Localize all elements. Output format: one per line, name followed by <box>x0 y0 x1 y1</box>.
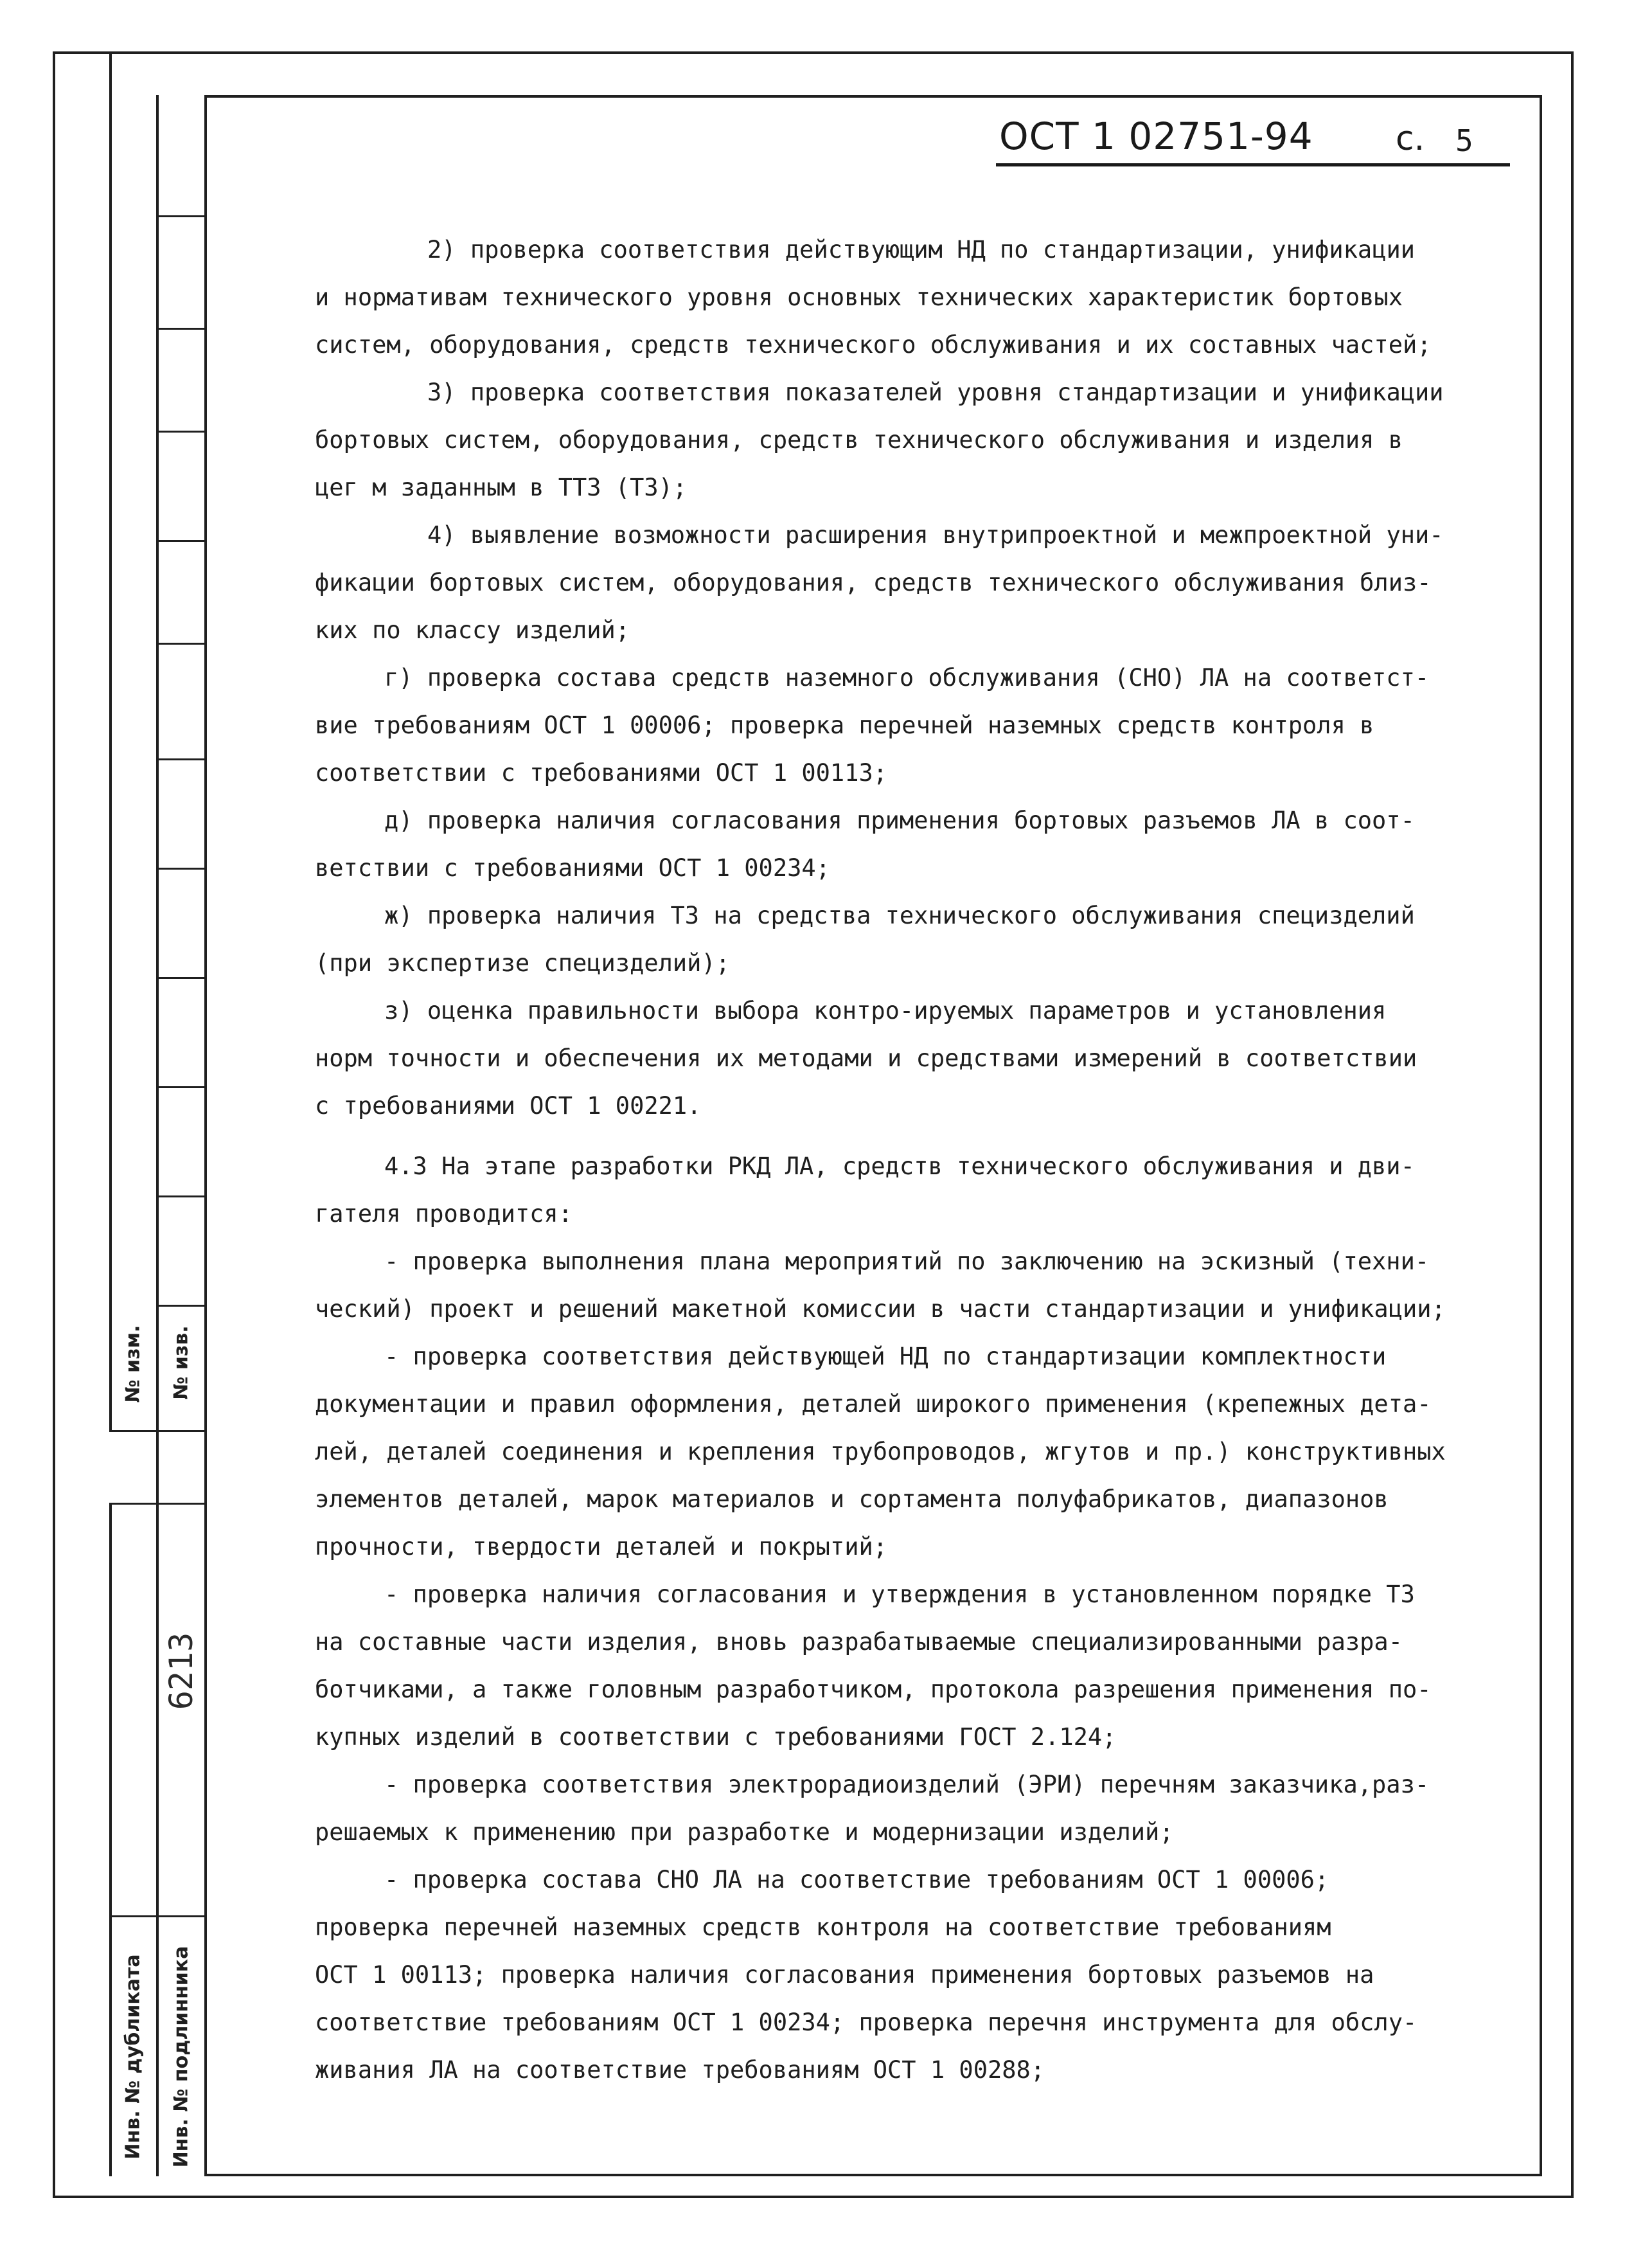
label-original-inventory: Инв. № подлинника <box>170 1946 193 2168</box>
stamp-row-line <box>156 868 206 870</box>
text-line: купных изделий в соответствии с требованиями ГОСТ 2.124; <box>315 1723 1117 1751</box>
inner-frame <box>204 95 1542 2176</box>
text-line: - проверка соответствия электрорадиоизделий (ЭРИ) перечням заказчика,раз- <box>384 1771 1430 1798</box>
stamp-column-upper-left <box>109 51 112 1430</box>
document-code: ОСТ 1 02751-94 <box>999 114 1313 158</box>
stamp-row-line <box>156 758 206 760</box>
text-line: решаемых к применению при разработке и модернизации изделий; <box>315 1818 1174 1846</box>
text-line: - проверка выполнения плана мероприятий по заключению на эскизный (техни- <box>384 1248 1430 1275</box>
text-line: цег м заданным в ТТЗ (ТЗ); <box>315 474 688 501</box>
text-line: - проверка наличия согласования и утверждения в установленном порядке ТЗ <box>384 1580 1415 1608</box>
text-line: элементов деталей, марок материалов и сортамента полуфабрикатов, диапазонов <box>315 1485 1389 1513</box>
header-underline <box>996 163 1510 166</box>
text-line: на составные части изделия, вновь разрабатываемые специализированными разра- <box>315 1628 1403 1656</box>
text-line: проверка перечней наземных средств контроля на соответствие требованиям <box>315 1913 1331 1941</box>
text-line: норм точности и обеспечения их методами и средствами измерений в соответствии <box>315 1044 1417 1072</box>
text-line: 3) проверка соответствия показателей уровня стандартизации и унификации <box>427 379 1444 406</box>
text-line: - проверка соответствия действующей НД по стандартизации комплектности <box>384 1343 1387 1370</box>
stamp-row-line <box>156 1195 206 1197</box>
text-line: лей, деталей соединения и крепления трубопроводов, жгутов и пр.) конструктивных <box>315 1438 1446 1465</box>
stamp-row-line <box>156 540 206 542</box>
text-line: ж) проверка наличия ТЗ на средства технического обслуживания специзделий <box>384 902 1415 929</box>
stamp-row-line <box>156 1305 206 1307</box>
stamp-column-divider <box>156 95 159 2176</box>
text-line: с требованиями ОСТ 1 00221. <box>315 1092 702 1120</box>
text-line: г) проверка состава средств наземного обслуживания (СНО) ЛА на соответст- <box>384 664 1430 692</box>
label-duplicate-inventory: Инв. № дубликата <box>121 1954 145 2160</box>
text-line: соответствии с требованиями ОСТ 1 00113; <box>315 759 888 787</box>
text-line: и нормативам технического уровня основных технических характеристик бортовых <box>315 283 1403 311</box>
stamp-row-line <box>156 431 206 433</box>
page-number: 5 <box>1455 123 1473 158</box>
text-line: живания ЛА на соответствие требованиям ОСТ 1 00288; <box>315 2056 1045 2084</box>
stamp-row-line <box>109 1430 206 1432</box>
stamp-row-line <box>109 1503 206 1505</box>
text-line: прочности, твердости деталей и покрытий; <box>315 1533 888 1561</box>
text-line: соответствие требованиям ОСТ 1 00234; проверка перечня инструмента для обслу- <box>315 2009 1417 2036</box>
stamp-row-line <box>156 215 206 217</box>
text-line: ОСТ 1 00113; проверка наличия согласования применения бортовых разъемов на <box>315 1961 1374 1989</box>
text-line: ких по классу изделий; <box>315 616 630 644</box>
stamp-row-line <box>109 1915 206 1917</box>
text-line: д) проверка наличия согласования применения бортовых разъемов ЛА в соот- <box>384 807 1415 834</box>
label-notice-number: № изв. <box>170 1325 193 1400</box>
text-line: фикации бортовых систем, оборудования, средств технического обслуживания близ- <box>315 569 1432 596</box>
stamp-row-line <box>156 1086 206 1088</box>
text-line: 2) проверка соответствия действующим НД по стандартизации, унификации <box>427 236 1416 264</box>
label-change-number: № изм. <box>121 1325 145 1403</box>
page-prefix: с. <box>1396 120 1425 158</box>
text-line: документации и правил оформления, деталей широкого применения (крепежных дета- <box>315 1390 1432 1418</box>
text-line: вие требованиям ОСТ 1 00006; проверка перечней наземных средств контроля в <box>315 712 1374 739</box>
text-line: ческий) проект и решений макетной комиссии в части стандартизации и унификации; <box>315 1295 1446 1323</box>
text-line: 4) выявление возможности расширения внутрипроектной и межпроектной уни- <box>427 521 1444 549</box>
stamp-column-left <box>109 1503 112 2176</box>
text-line: гателя проводится: <box>315 1200 573 1228</box>
text-line: ботчиками, а также головным разработчиком, протокола разрешения применения по- <box>315 1676 1432 1703</box>
text-line: 4.3 На этапе разработки РКД ЛА, средств технического обслуживания и дви- <box>384 1152 1415 1180</box>
stamp-number: 6213 <box>163 1632 200 1710</box>
text-line: (при экспертизе специзделий); <box>315 949 731 977</box>
text-line: бортовых систем, оборудования, средств технического обслуживания и изделия в <box>315 426 1403 454</box>
text-line: - проверка состава СНО ЛА на соответствие требованиям ОСТ 1 00006; <box>384 1866 1329 1893</box>
stamp-row-line <box>156 643 206 645</box>
text-line: з) оценка правильности выбора контро-ируемых параметров и установления <box>384 997 1387 1025</box>
text-line: систем, оборудования, средств технического обслуживания и их составных частей; <box>315 331 1432 359</box>
stamp-row-line <box>156 977 206 979</box>
stamp-row-line <box>156 328 206 330</box>
text-line: ветствии с требованиями ОСТ 1 00234; <box>315 854 830 882</box>
